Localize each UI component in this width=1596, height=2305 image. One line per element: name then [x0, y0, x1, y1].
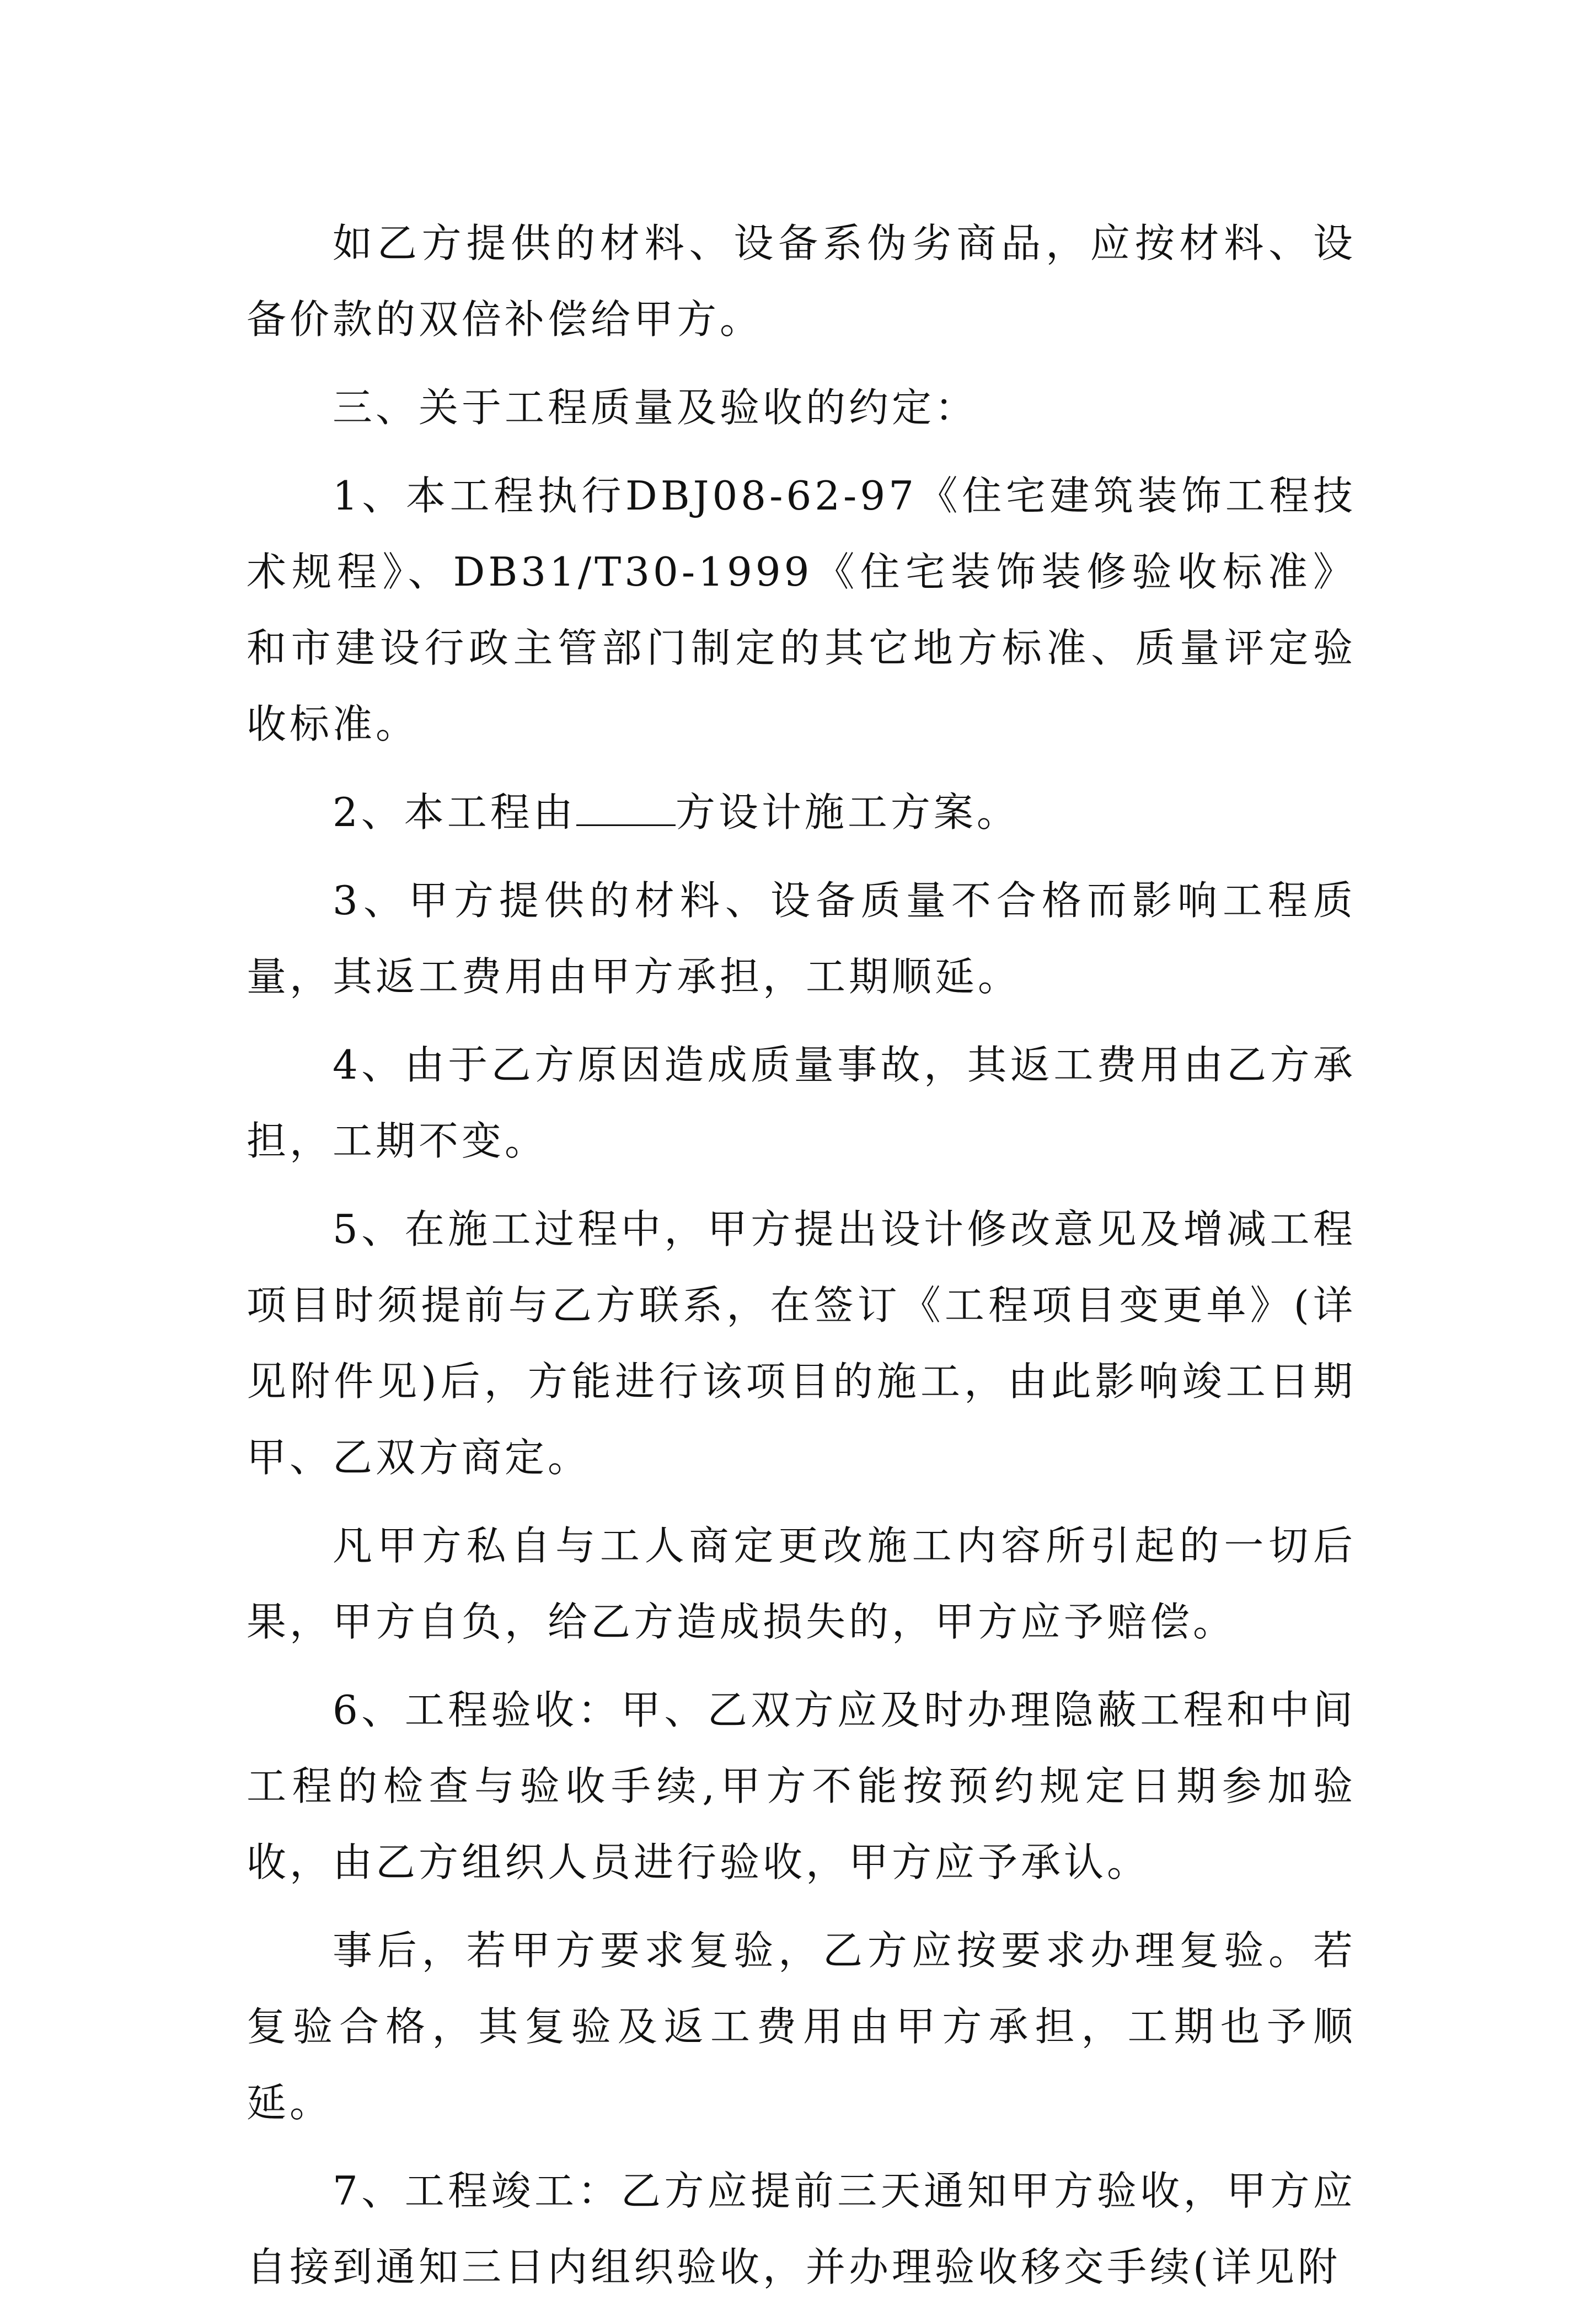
clause-6-acceptance: 6、工程验收：甲、乙双方应及时办理隐蔽工程和中间工程的检查与验收手续,甲方不能按预约规定日期参加验收，由乙方组织人员进行验收，甲方应予承认。 — [247, 1687, 1356, 1885]
clause-2-suffix: 方设计施工方案。 — [675, 789, 1020, 835]
clause-2-prefix: 2、本工程由 — [333, 789, 576, 835]
clause-5-design-changes: 5、在施工过程中，甲方提出设计修改意见及增减工程项目时须提前与乙方联系，在签订《工程项目变更单》(详见附件见)后，方能进行该项目的施工，由此影响竣工日期甲、乙双方商定。 — [247, 1206, 1356, 1481]
paragraph-private-changes: 凡甲方私自与工人商定更改施工内容所引起的一切后果，甲方自负，给乙方造成损失的，甲方应予赔偿。 — [247, 1523, 1356, 1645]
clause-1-standards: 1、本工程执行DBJ08-62-97《住宅建筑装饰工程技术规程》、DB31/T30-1999《住宅装饰装修验收标准》和市建设行政主管部门制定的其它地方标准、质量评定验收标准。 — [247, 473, 1356, 747]
document-body — [247, 205, 1356, 2305]
clause-2-design-party — [247, 774, 1356, 850]
clause-3-materials-quality: 3、甲方提供的材料、设备质量不合格而影响工程质量，其返工费用由甲方承担，工期顺延。 — [247, 877, 1356, 1000]
section-heading-quality-acceptance: 三、关于工程质量及验收的约定： — [333, 384, 978, 431]
paragraph-reinspection: 事后，若甲方要求复验，乙方应按要求办理复验。若复验合格，其复验及返工费用由甲方承担，工期也予顺延。 — [247, 1927, 1356, 2126]
fill-in-blank — [576, 791, 676, 826]
clause-4-quality-accident: 4、由于乙方原因造成质量事故，其返工费用由乙方承担，工期不变。 — [247, 1042, 1356, 1164]
clause-7-completion: 7、工程竣工：乙方应提前三天通知甲方验收，甲方应自接到通知三日内组织验收，并办理验收移交手续(详见附 — [247, 2168, 1356, 2290]
paragraph-material-compensation: 如乙方提供的材料、设备系伪劣商品，应按材料、设备价款的双倍补偿给甲方。 — [247, 220, 1356, 342]
